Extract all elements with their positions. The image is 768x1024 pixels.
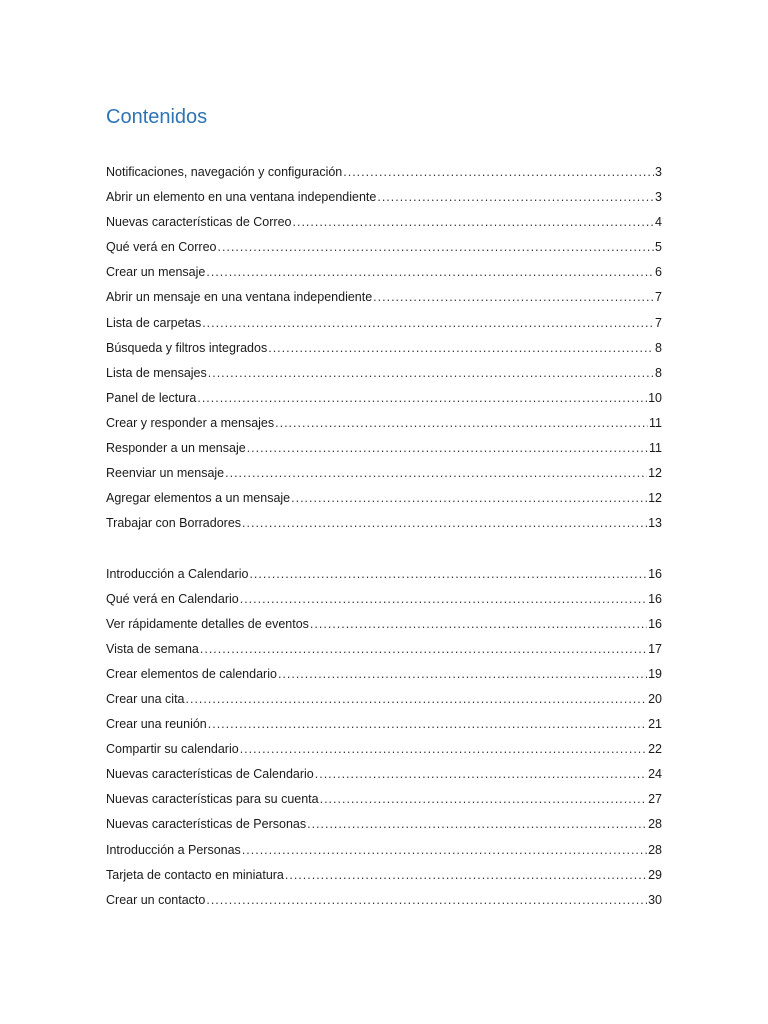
toc-leader-dots <box>315 762 647 787</box>
toc-entry-label: Qué verá en Calendario <box>106 591 239 606</box>
toc-entry-label: Reenviar un mensaje <box>106 466 225 481</box>
toc-leader-dots <box>197 386 647 411</box>
toc-entry-label: Compartir su calendario <box>106 742 239 757</box>
toc-entry[interactable] <box>106 812 662 837</box>
toc-entry[interactable] <box>106 160 662 185</box>
toc-entry-label: Panel de lectura <box>106 390 197 405</box>
toc-leader-dots <box>208 361 654 386</box>
toc-entry-label: Nuevas características de Personas <box>106 817 307 832</box>
toc-entry[interactable] <box>106 762 662 787</box>
toc-entry-label: Ver rápidamente detalles de eventos <box>106 616 309 631</box>
toc-entry-label: Búsqueda y filtros integrados <box>106 340 268 355</box>
toc-entry-page-number: 5 <box>655 240 662 255</box>
toc-entry[interactable] <box>106 888 662 913</box>
toc-entry-label: Lista de mensajes <box>106 365 207 380</box>
toc-entry-label: Crear una cita <box>106 691 185 706</box>
toc-entry-label: Lista de carpetas <box>106 315 202 330</box>
toc-entry-label: Responder a un mensaje <box>106 441 246 456</box>
toc-entry-page-number: 19 <box>648 666 662 681</box>
toc-entry[interactable] <box>106 311 662 336</box>
toc-entry[interactable] <box>106 486 662 511</box>
toc-entry-label: Tarjeta de contacto en miniatura <box>106 867 284 882</box>
toc-entry[interactable] <box>106 687 662 712</box>
toc-entry-label: Introducción a Calendario <box>106 566 249 581</box>
toc-entry-label: Nuevas características para su cuenta <box>106 792 319 807</box>
toc-leader-dots <box>202 311 654 336</box>
toc-entry-page-number: 13 <box>648 516 662 531</box>
toc-entry[interactable] <box>106 336 662 361</box>
toc-entry-page-number: 28 <box>648 842 662 857</box>
toc-entry-page-number: 24 <box>648 767 662 782</box>
toc-leader-dots <box>320 787 647 812</box>
toc-entry-page-number: 11 <box>649 415 662 430</box>
toc-leader-dots <box>293 210 655 235</box>
toc-title: Contenidos <box>106 106 208 128</box>
toc-entry-label: Crear y responder a mensajes <box>106 415 275 430</box>
toc-entry-label: Nuevas características de Correo <box>106 215 292 230</box>
toc-section-gap <box>106 536 662 561</box>
toc-leader-dots <box>307 812 647 837</box>
toc-entry-page-number: 17 <box>648 641 662 656</box>
toc-entry-page-number: 3 <box>655 165 662 179</box>
toc-leader-dots <box>242 511 647 536</box>
toc-entry-page-number: 7 <box>655 315 662 330</box>
toc-entry-label: Crear un mensaje <box>106 265 206 280</box>
toc-entry-page-number: 10 <box>648 390 662 405</box>
toc-leader-dots <box>275 411 648 436</box>
toc-leader-dots <box>377 185 654 210</box>
toc-leader-dots <box>278 662 647 687</box>
toc-entry-label: Introducción a Personas <box>106 842 241 857</box>
toc-entry-page-number: 3 <box>655 190 662 205</box>
toc-entry-page-number: 16 <box>648 616 662 631</box>
toc-leader-dots <box>291 486 647 511</box>
toc-entry-page-number: 21 <box>648 717 662 732</box>
toc-leader-dots <box>206 260 654 285</box>
toc-entry-label: Trabajar con Borradores <box>106 516 242 531</box>
toc-leader-dots <box>186 687 648 712</box>
toc-leader-dots <box>200 637 647 662</box>
toc-leader-dots <box>343 160 654 185</box>
toc-entry[interactable] <box>106 260 662 285</box>
toc-leader-dots <box>249 562 647 587</box>
toc-entry-label: Abrir un mensaje en una ventana independiente <box>106 290 373 305</box>
toc-leader-dots <box>206 888 647 913</box>
toc-entry-page-number: 20 <box>648 691 662 706</box>
toc-leader-dots <box>247 436 648 461</box>
toc-entry-label: Nuevas características de Calendario <box>106 767 314 782</box>
toc-entry[interactable] <box>106 612 662 637</box>
toc-entry-page-number: 4 <box>655 215 662 230</box>
toc-leader-dots <box>217 235 654 260</box>
toc-entry[interactable] <box>106 185 662 210</box>
toc-entry-page-number: 29 <box>648 867 662 882</box>
toc-entry-label: Notificaciones, navegación y configuración <box>106 165 343 179</box>
toc-entry[interactable] <box>106 712 662 737</box>
toc-entry[interactable] <box>106 285 662 310</box>
table-of-contents <box>106 160 662 913</box>
toc-entry-page-number: 6 <box>655 265 662 280</box>
toc-entry[interactable] <box>106 562 662 587</box>
toc-leader-dots <box>373 285 654 310</box>
toc-entry[interactable] <box>106 411 662 436</box>
toc-entry-page-number: 11 <box>649 441 662 456</box>
toc-entry-label: Crear elementos de calendario <box>106 666 277 681</box>
toc-entry[interactable] <box>106 511 662 536</box>
toc-leader-dots <box>268 336 654 361</box>
toc-entry-page-number: 27 <box>648 792 662 807</box>
toc-entry[interactable] <box>106 863 662 888</box>
toc-entry-page-number: 12 <box>648 491 662 506</box>
toc-entry[interactable] <box>106 361 662 386</box>
toc-entry-page-number: 16 <box>648 591 662 606</box>
toc-entry[interactable] <box>106 461 662 486</box>
toc-entry[interactable] <box>106 235 662 260</box>
toc-entry[interactable] <box>106 787 662 812</box>
toc-leader-dots <box>208 712 647 737</box>
toc-leader-dots <box>240 737 647 762</box>
toc-entry[interactable] <box>106 210 662 235</box>
toc-leader-dots <box>310 612 647 637</box>
toc-entry-label: Vista de semana <box>106 641 199 656</box>
toc-entry-label: Crear una reunión <box>106 717 207 732</box>
toc-entry-label: Qué verá en Correo <box>106 240 217 255</box>
toc-entry-page-number: 28 <box>648 817 662 832</box>
toc-entry[interactable] <box>106 662 662 687</box>
toc-entry[interactable] <box>106 838 662 863</box>
toc-entry[interactable] <box>106 637 662 662</box>
toc-leader-dots <box>285 863 647 888</box>
toc-entry-page-number: 7 <box>655 290 662 305</box>
toc-entry-page-number: 16 <box>648 566 662 581</box>
toc-leader-dots <box>225 461 647 486</box>
toc-entry-label: Abrir un elemento en una ventana independiente <box>106 190 377 205</box>
toc-entry-page-number: 8 <box>655 365 662 380</box>
toc-entry-page-number: 30 <box>648 892 662 907</box>
toc-entry-label: Agregar elementos a un mensaje <box>106 491 291 506</box>
toc-entry-label: Crear un contacto <box>106 892 206 907</box>
toc-entry[interactable] <box>106 587 662 612</box>
toc-entry-page-number: 8 <box>655 340 662 355</box>
toc-entry[interactable] <box>106 386 662 411</box>
toc-entry-page-number: 22 <box>648 742 662 757</box>
toc-entry[interactable] <box>106 436 662 461</box>
toc-leader-dots <box>240 587 647 612</box>
toc-entry[interactable] <box>106 737 662 762</box>
toc-leader-dots <box>242 838 647 863</box>
toc-entry-page-number: 12 <box>648 466 662 481</box>
